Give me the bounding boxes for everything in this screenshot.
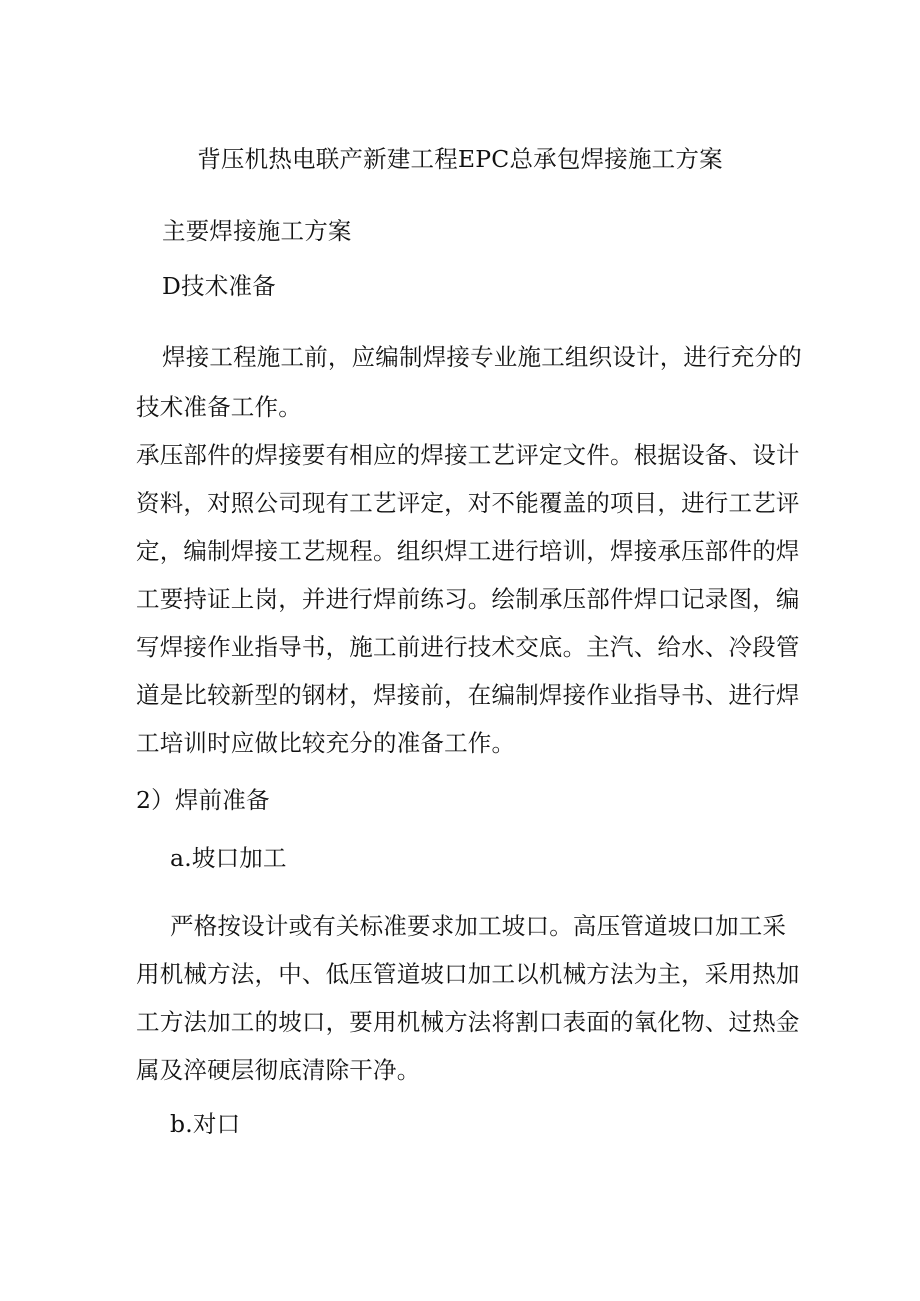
paragraph-2-line-4: 工要持证上岗，并进行焊前练习。绘制承压部件焊口记录图，编 — [136, 585, 800, 613]
paragraph-2-line-3: 定，编制焊接工艺规程。组织焊工进行培训，焊接承压部件的焊 — [136, 537, 800, 565]
section-heading: 主要焊接施工方案 — [162, 217, 352, 245]
paragraph-1-line-1: 焊接工程施工前，应编制焊接专业施工组织设计，进行充分的 — [162, 343, 802, 371]
item-a-heading: a.坡口加工 — [170, 844, 287, 872]
paragraph-1-line-2: 技术准备工作。 — [136, 393, 302, 421]
paragraph-3-line-4: 属及淬硬层彻底清除干净。 — [136, 1056, 421, 1084]
item-b-heading: b.对口 — [170, 1110, 241, 1138]
paragraph-2-line-5: 写焊接作业指导书，施工前进行技术交底。主汽、给水、冷段管 — [136, 633, 800, 661]
subsection-heading-technical-prep: D技术准备 — [162, 272, 276, 300]
paragraph-3-line-2: 用机械方法，中、低压管道坡口加工以机械方法为主，采用热加 — [136, 960, 800, 988]
paragraph-3-line-1: 严格按设计或有关标准要求加工坡口。高压管道坡口加工采 — [170, 912, 787, 940]
paragraph-2-line-7: 工培训时应做比较充分的准备工作。 — [136, 729, 516, 757]
paragraph-2-line-1: 承压部件的焊接要有相应的焊接工艺评定文件。根据设备、设计 — [136, 441, 800, 469]
subsection-heading-pre-weld-prep: 2）焊前准备 — [136, 786, 270, 814]
paragraph-2-line-6: 道是比较新型的钢材，焊接前，在编制焊接作业指导书、进行焊 — [136, 681, 800, 709]
paragraph-3-line-3: 工方法加工的坡口，要用机械方法将割口表面的氧化物、过热金 — [136, 1008, 800, 1036]
document-title: 背压机热电联产新建工程EPC总承包焊接施工方案 — [197, 145, 723, 173]
paragraph-2-line-2: 资料，对照公司现有工艺评定，对不能覆盖的项目，进行工艺评 — [136, 489, 800, 517]
